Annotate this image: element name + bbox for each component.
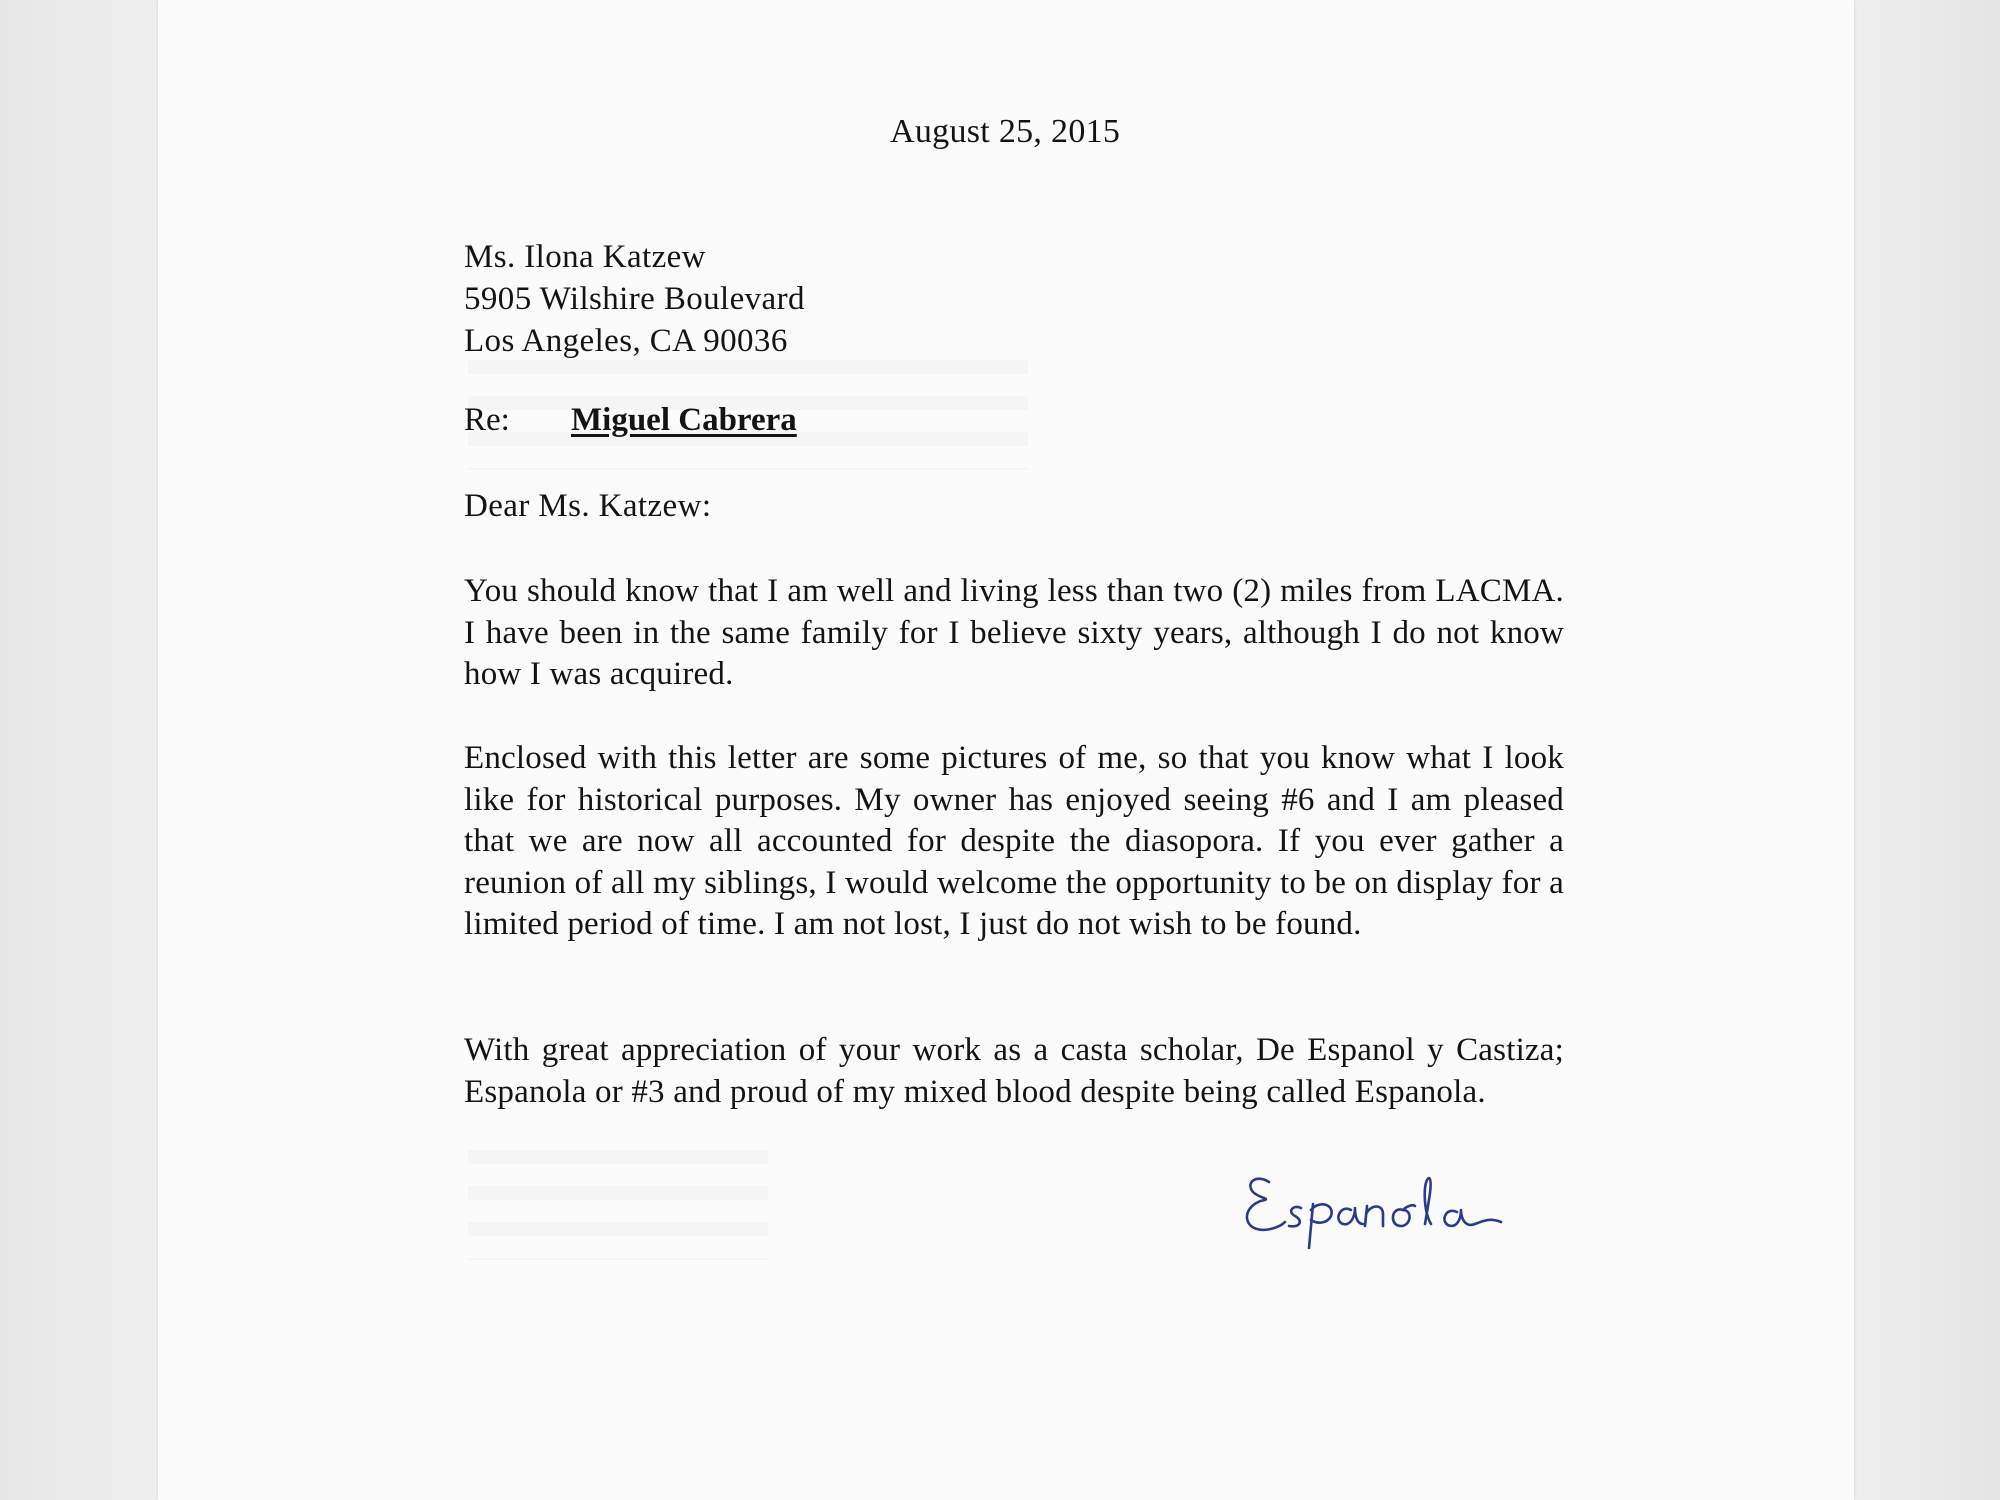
subject-label: Re:: [464, 402, 510, 438]
letter-date: August 25, 2015: [890, 113, 1121, 150]
paragraph-3: With great appreciation of your work as a casta scholar, De Espanol y Castiza; Espanola or #3 and proud of my mixed blood despite being called Espanola.: [464, 1032, 1564, 1110]
recipient-name: Ms. Ilona Katzew: [464, 239, 706, 275]
background-left: [0, 0, 160, 1500]
recipient-address: [464, 236, 805, 362]
subject-text: Miguel Cabrera: [571, 402, 797, 438]
paragraph-2: Enclosed with this letter are some pictures of me, so that you know what I look like for historical purposes. My owner has enjoyed seeing #6 and I am pleased that we are now all accounted for despite the diasopora. If you ever gather a reunion of all my siblings, I would welcome the opportunity to be on display for a limited period of time. I am not lost, I just do not wish to be found.: [464, 740, 1564, 942]
handwritten-signature: [1239, 1160, 1509, 1260]
salutation: Dear Ms. Katzew:: [464, 488, 712, 524]
recipient-street: 5905 Wilshire Boulevard: [464, 281, 805, 317]
subject-line: [464, 402, 797, 439]
background-right: [1854, 0, 2000, 1500]
recipient-city: Los Angeles, CA 90036: [464, 323, 788, 359]
show-through-shadow-2: [468, 1150, 768, 1260]
paragraph-1: You should know that I am well and living less than two (2) miles from LACMA. I have been in the same family for I believe sixty years, although I do not know how I was acquired.: [464, 573, 1564, 692]
letter-page: [158, 0, 1854, 1500]
